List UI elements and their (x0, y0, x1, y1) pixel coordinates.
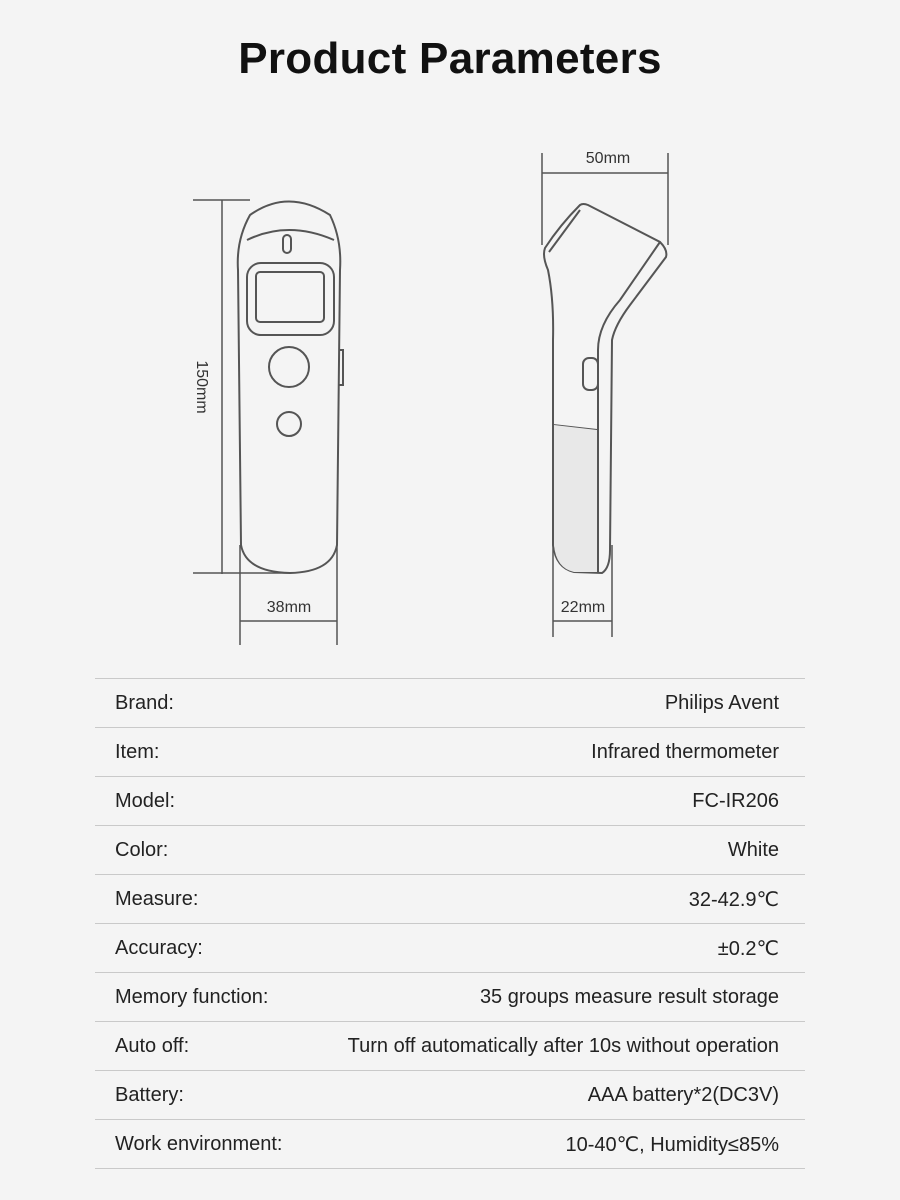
side-button (583, 358, 598, 390)
spec-row-auto-off (95, 1022, 805, 1071)
spec-row-work-environment (95, 1120, 805, 1169)
page-title: Product Parameters (238, 34, 662, 83)
spec-row-battery (95, 1071, 805, 1120)
spec-label: Auto off: (115, 1034, 190, 1057)
spec-label: Model: (115, 789, 176, 812)
spec-label: Item: (115, 740, 160, 763)
mode-button (277, 412, 301, 436)
spec-value: 32-42.9℃ (688, 888, 779, 911)
measure-button (269, 347, 309, 387)
depth-bottom-label: 22mm (560, 599, 606, 616)
side-head-face (549, 210, 580, 252)
spec-value: 35 groups measure result storage (479, 985, 779, 1008)
spec-value: 10-40℃, Humidity≤85% (565, 1133, 779, 1156)
width-label: 38mm (266, 599, 312, 616)
spec-row-accuracy (95, 924, 805, 973)
spec-label: Accuracy: (115, 936, 203, 959)
spec-table (95, 678, 805, 1169)
spec-row-item (95, 728, 805, 777)
spec-value: Infrared thermometer (591, 740, 779, 763)
spec-row-color (95, 826, 805, 875)
front-view (238, 202, 343, 574)
spec-row-memory-function (95, 973, 805, 1022)
spec-row-brand (95, 679, 805, 728)
product-dimension-diagram (0, 130, 900, 660)
spec-value: White (727, 838, 779, 861)
spec-value: ±0.2℃ (717, 937, 779, 960)
side-grip-shade (554, 425, 597, 572)
spec-value: FC-IR206 (692, 789, 779, 812)
screen-display (256, 272, 324, 322)
spec-label: Work environment: (115, 1132, 283, 1155)
side-head-front (598, 242, 660, 572)
spec-label: Measure: (115, 887, 199, 910)
screen-frame (247, 263, 334, 335)
spec-row-model (95, 777, 805, 826)
spec-label: Brand: (115, 691, 174, 714)
spec-value: AAA battery*2(DC3V) (587, 1083, 779, 1106)
spec-row-measure (95, 875, 805, 924)
spec-value: Turn off automatically after 10s without operation (347, 1034, 779, 1057)
spec-label: Color: (115, 838, 169, 861)
height-label: 150mm (193, 360, 210, 414)
sensor-slot (283, 235, 291, 253)
front-dimension-lines (193, 200, 337, 645)
depth-top-label: 50mm (585, 150, 631, 167)
spec-value: Philips Avent (664, 691, 779, 714)
spec-label: Battery: (115, 1083, 184, 1106)
spec-label: Memory function: (115, 985, 269, 1008)
